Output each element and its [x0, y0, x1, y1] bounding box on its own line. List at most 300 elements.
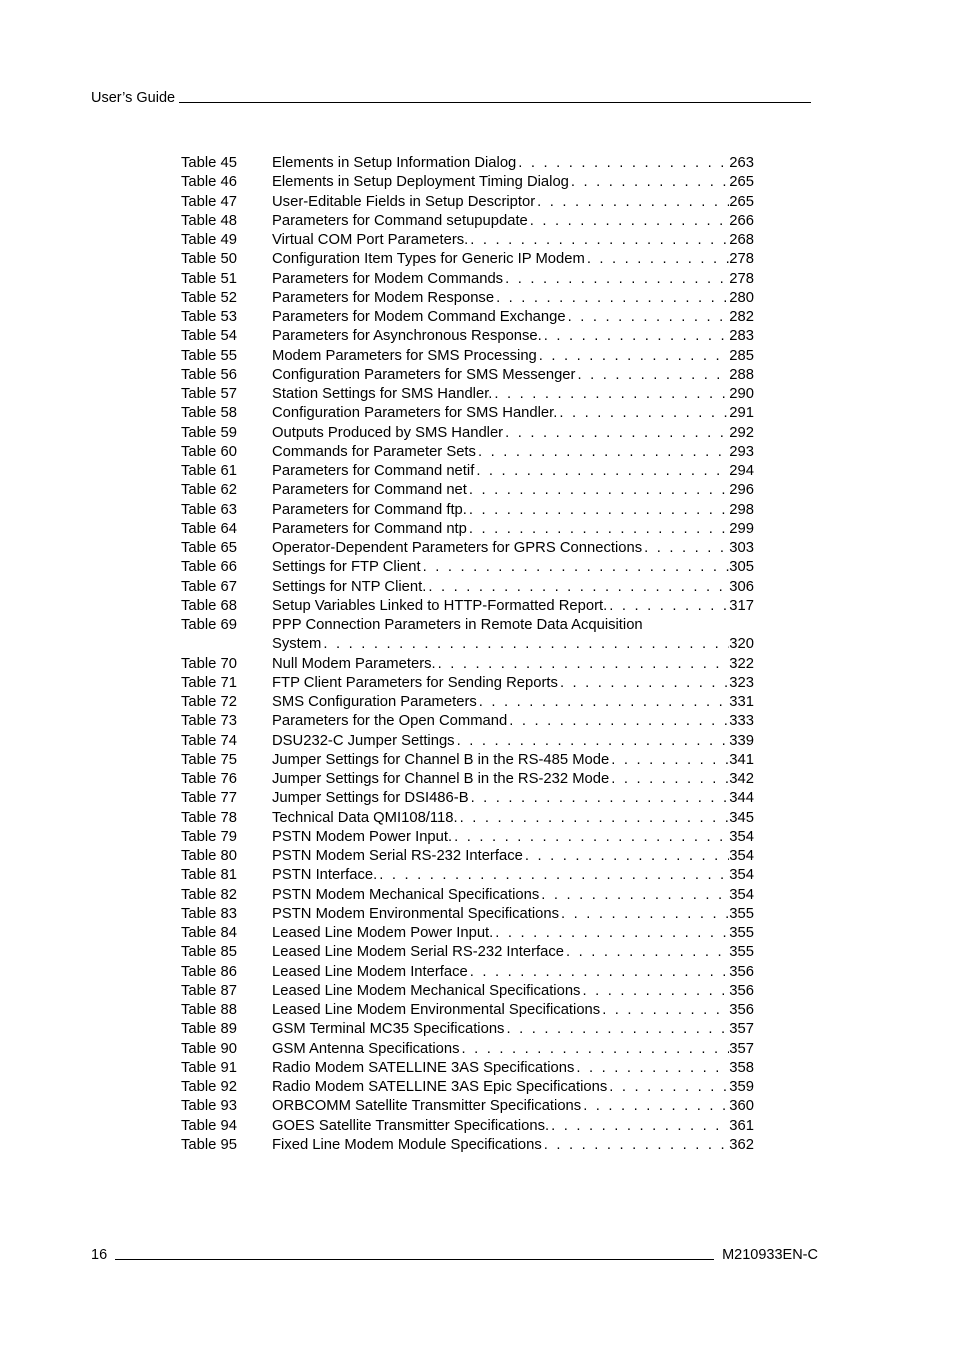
toc-entry[interactable] — [181, 924, 754, 943]
dot-leader — [600, 1001, 729, 1020]
toc-entry[interactable] — [181, 1040, 754, 1059]
toc-entry[interactable] — [181, 539, 754, 558]
toc-entry-body — [272, 462, 754, 481]
table-number: Table 52 — [181, 289, 237, 306]
toc-entry-body — [272, 1001, 754, 1020]
table-title: Radio Modem SATELLINE 3AS Specifications — [272, 1059, 575, 1076]
table-number: Table 85 — [181, 944, 237, 961]
dot-leader — [321, 635, 729, 654]
toc-entry-body — [272, 924, 754, 943]
table-number: Table 69 — [181, 617, 237, 633]
page-ref: 341 — [729, 751, 754, 768]
dot-leader — [467, 520, 729, 539]
toc-line — [272, 154, 754, 173]
toc-entry-body — [272, 520, 754, 539]
toc-entry-body — [272, 905, 754, 924]
table-title: Technical Data QMI108/118. — [272, 809, 458, 826]
toc-line — [272, 809, 754, 828]
page-ref: 333 — [729, 713, 754, 730]
table-number: Table 89 — [181, 1021, 237, 1038]
toc-line — [272, 289, 754, 308]
toc-entry[interactable] — [181, 963, 754, 982]
toc-entry[interactable] — [181, 250, 754, 269]
toc-entry-body — [272, 712, 754, 731]
table-number: Table 60 — [181, 443, 237, 460]
table-title: Outputs Produced by SMS Handler — [272, 424, 504, 441]
toc-entry-body — [272, 789, 754, 808]
page-ref: 355 — [729, 944, 754, 961]
table-number: Table 58 — [181, 405, 237, 422]
page-ref: 357 — [729, 1021, 754, 1038]
table-title: Radio Modem SATELLINE 3AS Epic Specifications — [272, 1079, 608, 1095]
table-number: Table 86 — [181, 963, 237, 980]
table-number: Table 92 — [181, 1079, 237, 1095]
page-ref: 331 — [729, 694, 754, 710]
toc-entry[interactable] — [181, 404, 754, 423]
table-number: Table 53 — [181, 309, 237, 325]
table-number: Table 81 — [181, 867, 237, 884]
table-title: DSU232-C Jumper Settings — [272, 732, 455, 749]
toc-entry[interactable] — [181, 1020, 754, 1039]
toc-entry[interactable] — [181, 501, 754, 520]
toc-line — [272, 770, 754, 789]
toc-entry-body — [272, 597, 754, 616]
toc-entry-body — [272, 578, 754, 597]
toc-entry[interactable] — [181, 732, 754, 751]
toc-entry[interactable] — [181, 828, 754, 847]
toc-entry-body — [272, 539, 754, 558]
table-number: Table 90 — [181, 1040, 237, 1057]
table-number: Table 76 — [181, 771, 237, 787]
dot-leader — [477, 693, 730, 712]
toc-line — [272, 732, 754, 751]
dot-leader — [516, 154, 729, 173]
table-title: PPP Connection Parameters in Remote Data Acquisition — [272, 617, 643, 633]
toc-line — [272, 905, 754, 924]
toc-entry-body — [272, 866, 754, 885]
toc-entry-body — [272, 366, 754, 385]
toc-entry-body — [272, 1136, 754, 1155]
page-ref: 354 — [729, 828, 754, 845]
toc-entry-body — [272, 982, 754, 1001]
toc-entry-body — [272, 616, 754, 655]
toc-entry-body — [272, 385, 754, 404]
page-ref: 345 — [729, 809, 754, 826]
table-title: Parameters for Command ftp. — [272, 501, 467, 518]
dot-leader — [535, 193, 729, 212]
page-ref: 342 — [729, 771, 754, 787]
toc-entry-body — [272, 1117, 754, 1136]
toc-line — [272, 1097, 754, 1116]
table-title: ORBCOMM Satellite Transmitter Specifications — [272, 1098, 582, 1115]
toc-entry-body — [272, 828, 754, 847]
table-title: Jumper Settings for Channel B in the RS-232 Mode — [272, 771, 610, 787]
toc-line — [272, 539, 754, 558]
toc-line — [272, 712, 754, 731]
toc-entry[interactable] — [181, 424, 754, 443]
toc-line — [272, 501, 754, 520]
page-ref: 356 — [729, 963, 754, 980]
toc-entry[interactable] — [181, 770, 754, 789]
toc-entry-body — [272, 1078, 754, 1097]
toc-entry[interactable] — [181, 655, 754, 674]
toc-entry[interactable] — [181, 173, 754, 192]
toc-entry[interactable] — [181, 886, 754, 905]
page-ref: 305 — [729, 559, 754, 576]
table-title: Virtual COM Port Parameters. — [272, 232, 469, 248]
table-title: Null Modem Parameters. — [272, 655, 436, 672]
toc-entry[interactable] — [181, 193, 754, 212]
toc-entry[interactable] — [181, 366, 754, 385]
table-number: Table 77 — [181, 790, 237, 807]
toc-line — [272, 578, 754, 597]
dot-leader — [452, 828, 729, 847]
page-ref: 323 — [729, 674, 754, 691]
toc-line — [272, 693, 754, 712]
table-title: Settings for FTP Client — [272, 559, 421, 576]
table-title: Station Settings for SMS Handler. — [272, 386, 493, 402]
table-number: Table 46 — [181, 174, 237, 191]
dot-leader — [469, 789, 730, 808]
toc-line — [272, 558, 754, 577]
page-ref: 293 — [729, 443, 754, 460]
toc-entry-body — [272, 193, 754, 212]
toc-entry[interactable] — [181, 443, 754, 462]
page-ref: 278 — [729, 251, 754, 268]
toc-line — [272, 1020, 754, 1039]
toc-entry-body — [272, 674, 754, 693]
toc-entry-body — [272, 327, 754, 346]
dot-leader — [581, 1097, 729, 1116]
table-number: Table 50 — [181, 251, 237, 268]
toc-line — [272, 963, 754, 982]
table-number: Table 66 — [181, 559, 237, 576]
toc-entry-body — [272, 1020, 754, 1039]
toc-entry-body — [272, 1040, 754, 1059]
toc-entry-body — [272, 963, 754, 982]
toc-line — [272, 866, 754, 885]
page-ref: 291 — [729, 405, 754, 422]
dot-leader — [559, 905, 729, 924]
table-number: Table 56 — [181, 366, 237, 383]
dot-leader — [575, 366, 729, 385]
toc-line — [272, 443, 754, 462]
toc-entry[interactable] — [181, 847, 754, 866]
dot-leader — [537, 347, 730, 366]
toc-entry-body — [272, 173, 754, 192]
table-number: Table 93 — [181, 1098, 237, 1115]
table-title: Leased Line Modem Mechanical Specifications — [272, 982, 581, 999]
toc-entry[interactable] — [181, 462, 754, 481]
toc-entry[interactable] — [181, 982, 754, 1001]
toc-entry[interactable] — [181, 1097, 754, 1116]
table-title: Operator-Dependent Parameters for GPRS Connections — [272, 540, 643, 556]
toc-entry[interactable] — [181, 1059, 754, 1078]
toc-entry[interactable] — [181, 905, 754, 924]
dot-leader — [607, 597, 729, 616]
page-ref: 278 — [729, 270, 754, 287]
page-ref: 283 — [729, 328, 754, 345]
toc-line — [272, 597, 754, 616]
page-number: 16 — [91, 1247, 108, 1263]
toc-entry[interactable] — [181, 1078, 754, 1097]
page-ref: 266 — [729, 212, 754, 229]
table-title: Jumper Settings for Channel B in the RS-485 Mode — [272, 751, 610, 768]
toc-line — [272, 1040, 754, 1059]
toc-entry[interactable] — [181, 308, 754, 327]
toc-line — [272, 924, 754, 943]
table-title: Configuration Parameters for SMS Handler. — [272, 405, 558, 422]
table-number: Table 59 — [181, 424, 237, 441]
dot-leader — [549, 1117, 729, 1136]
dot-leader — [467, 501, 729, 520]
header-title: User’s Guide — [91, 90, 176, 106]
table-title: Setup Variables Linked to HTTP-Formatted Report. — [272, 597, 608, 614]
page-ref: 322 — [729, 655, 754, 672]
toc-entry-body — [272, 308, 754, 327]
page-ref: 280 — [729, 289, 754, 306]
table-title: Parameters for Modem Command Exchange — [272, 309, 566, 325]
table-title: SMS Configuration Parameters — [272, 694, 477, 710]
toc-entry-body — [272, 289, 754, 308]
page-ref: 288 — [729, 366, 754, 383]
toc-entry-body — [272, 212, 754, 231]
toc-entry[interactable] — [181, 347, 754, 366]
table-title: Fixed Line Modem Module Specifications — [272, 1136, 542, 1153]
toc-line — [272, 327, 754, 346]
toc-entry[interactable] — [181, 597, 754, 616]
table-title: Parameters for Command setupupdate — [272, 212, 528, 229]
toc-entry[interactable] — [181, 481, 754, 500]
table-number: Table 82 — [181, 886, 237, 903]
toc-entry[interactable] — [181, 751, 754, 770]
table-title: System — [272, 636, 322, 653]
toc-entry-body — [272, 231, 754, 250]
dot-leader — [460, 1040, 730, 1059]
dot-leader — [585, 250, 729, 269]
table-number: Table 70 — [181, 655, 237, 672]
toc-entry-body — [272, 404, 754, 423]
table-number: Table 83 — [181, 905, 237, 922]
dot-leader — [566, 308, 730, 327]
list-of-tables — [181, 154, 754, 1155]
dot-leader — [494, 289, 729, 308]
table-title: PSTN Modem Serial RS-232 Interface — [272, 848, 523, 864]
table-title: Commands for Parameter Sets — [272, 443, 476, 460]
page-ref: 296 — [729, 482, 754, 499]
table-number: Table 61 — [181, 463, 237, 479]
table-title: Leased Line Modem Serial RS-232 Interface — [272, 944, 564, 961]
toc-entry[interactable] — [181, 212, 754, 231]
dot-leader — [609, 751, 729, 770]
dot-leader — [503, 424, 729, 443]
toc-entry-body — [272, 481, 754, 500]
page-ref: 344 — [729, 790, 754, 807]
toc-entry-body — [272, 154, 754, 173]
toc-entry[interactable] — [181, 289, 754, 308]
table-number: Table 65 — [181, 540, 237, 556]
table-title: PSTN Interface. — [272, 867, 378, 884]
dot-leader — [476, 443, 729, 462]
page-ref: 355 — [729, 925, 754, 941]
toc-entry-body — [272, 250, 754, 269]
dot-leader — [492, 385, 729, 404]
table-title: Leased Line Modem Power Input. — [272, 925, 494, 941]
table-title: GOES Satellite Transmitter Specifications. — [272, 1117, 550, 1134]
footer-rule — [115, 1259, 714, 1260]
page-ref: 359 — [729, 1079, 754, 1095]
dot-leader — [503, 270, 729, 289]
toc-entry[interactable] — [181, 520, 754, 539]
toc-entry[interactable] — [181, 1001, 754, 1020]
toc-entry[interactable] — [181, 789, 754, 808]
table-number: Table 48 — [181, 212, 237, 229]
toc-line — [272, 270, 754, 289]
table-title: PSTN Modem Mechanical Specifications — [272, 886, 540, 903]
table-title: Parameters for Command ntp — [272, 520, 467, 537]
page-ref: 299 — [729, 520, 754, 537]
dot-leader — [436, 655, 730, 674]
table-number: Table 62 — [181, 482, 237, 499]
table-title: Parameters for Asynchronous Response. — [272, 328, 542, 345]
table-number: Table 73 — [181, 713, 237, 730]
table-number: Table 75 — [181, 751, 237, 768]
toc-entry[interactable] — [181, 270, 754, 289]
table-number: Table 55 — [181, 347, 237, 364]
table-title: GSM Antenna Specifications — [272, 1040, 460, 1057]
table-number: Table 88 — [181, 1002, 237, 1018]
toc-entry-body — [272, 770, 754, 789]
table-number: Table 63 — [181, 501, 237, 518]
toc-line — [272, 385, 754, 404]
dot-leader — [504, 1020, 729, 1039]
toc-entry[interactable] — [181, 809, 754, 828]
table-number: Table 51 — [181, 270, 237, 287]
table-number: Table 72 — [181, 694, 237, 710]
toc-entry-body — [272, 347, 754, 366]
toc-entry[interactable] — [181, 231, 754, 250]
dot-leader — [528, 212, 730, 231]
table-title: Elements in Setup Information Dialog — [272, 155, 517, 171]
table-title: GSM Terminal MC35 Specifications — [272, 1021, 505, 1038]
toc-line — [272, 886, 754, 905]
page-ref: 356 — [729, 982, 754, 999]
dot-leader — [426, 578, 729, 597]
toc-entry[interactable] — [181, 616, 754, 655]
table-title: Parameters for Command net — [272, 482, 467, 499]
dot-leader — [558, 674, 729, 693]
page-ref: 298 — [729, 501, 754, 518]
toc-line — [272, 212, 754, 231]
toc-line — [272, 404, 754, 423]
toc-entry[interactable] — [181, 558, 754, 577]
toc-entry-body — [272, 1059, 754, 1078]
toc-line — [272, 828, 754, 847]
page-ref: 290 — [729, 386, 754, 402]
toc-entry-body — [272, 693, 754, 712]
dot-leader — [474, 462, 729, 481]
document-code: M210933EN-C — [722, 1247, 818, 1263]
toc-line — [272, 616, 754, 635]
table-number: Table 68 — [181, 597, 237, 614]
toc-line — [272, 943, 754, 962]
page-ref: 362 — [729, 1136, 754, 1153]
table-title: Configuration Parameters for SMS Messenger — [272, 366, 576, 383]
dot-leader — [523, 847, 729, 866]
toc-entry[interactable] — [181, 712, 754, 731]
page-footer — [91, 1243, 818, 1263]
dot-leader — [564, 943, 729, 962]
toc-entry-body — [272, 732, 754, 751]
page-ref: 360 — [729, 1098, 754, 1115]
page-ref: 356 — [729, 1002, 754, 1018]
page-ref: 357 — [729, 1040, 754, 1057]
toc-line — [272, 231, 754, 250]
toc-line — [272, 1001, 754, 1020]
page-ref: 361 — [729, 1117, 754, 1134]
toc-line — [272, 193, 754, 212]
toc-entry-body — [272, 809, 754, 828]
page-ref: 339 — [729, 732, 754, 749]
toc-entry[interactable] — [181, 578, 754, 597]
table-number: Table 94 — [181, 1117, 237, 1134]
toc-entry-body — [272, 443, 754, 462]
dot-leader — [607, 1078, 729, 1097]
toc-entry[interactable] — [181, 943, 754, 962]
table-number: Table 79 — [181, 828, 237, 845]
toc-entry-body — [272, 847, 754, 866]
table-title: Settings for NTP Client. — [272, 578, 427, 595]
toc-entry-body — [272, 886, 754, 905]
dot-leader — [569, 173, 729, 192]
toc-entry[interactable] — [181, 693, 754, 712]
dot-leader — [574, 1059, 729, 1078]
table-number: Table 87 — [181, 982, 237, 999]
toc-line — [272, 789, 754, 808]
page-header — [91, 86, 811, 106]
toc-entry[interactable] — [181, 1117, 754, 1136]
page-ref: 354 — [729, 848, 754, 864]
toc-line — [272, 347, 754, 366]
toc-line — [272, 462, 754, 481]
toc-entry[interactable] — [181, 1136, 754, 1155]
toc-entry[interactable] — [181, 674, 754, 693]
table-title: PSTN Modem Environmental Specifications — [272, 905, 560, 922]
page-ref: 265 — [729, 174, 754, 191]
toc-entry-body — [272, 655, 754, 674]
table-number: Table 54 — [181, 328, 237, 345]
table-number: Table 95 — [181, 1136, 237, 1153]
toc-line — [272, 1117, 754, 1136]
page-ref: 282 — [729, 309, 754, 325]
page-ref: 294 — [729, 463, 754, 479]
toc-entry-body — [272, 270, 754, 289]
table-title: User-Editable Fields in Setup Descriptor — [272, 193, 536, 210]
page-ref: 320 — [729, 636, 754, 653]
toc-entry[interactable] — [181, 866, 754, 885]
table-number: Table 91 — [181, 1059, 237, 1076]
table-number: Table 78 — [181, 809, 237, 826]
toc-entry[interactable] — [181, 385, 754, 404]
toc-entry-body — [272, 424, 754, 443]
page-ref: 354 — [729, 886, 754, 903]
toc-entry[interactable] — [181, 327, 754, 346]
toc-entry[interactable] — [181, 154, 754, 173]
dot-leader — [493, 924, 729, 943]
toc-line — [272, 635, 754, 654]
table-number: Table 80 — [181, 848, 237, 864]
toc-line — [272, 520, 754, 539]
